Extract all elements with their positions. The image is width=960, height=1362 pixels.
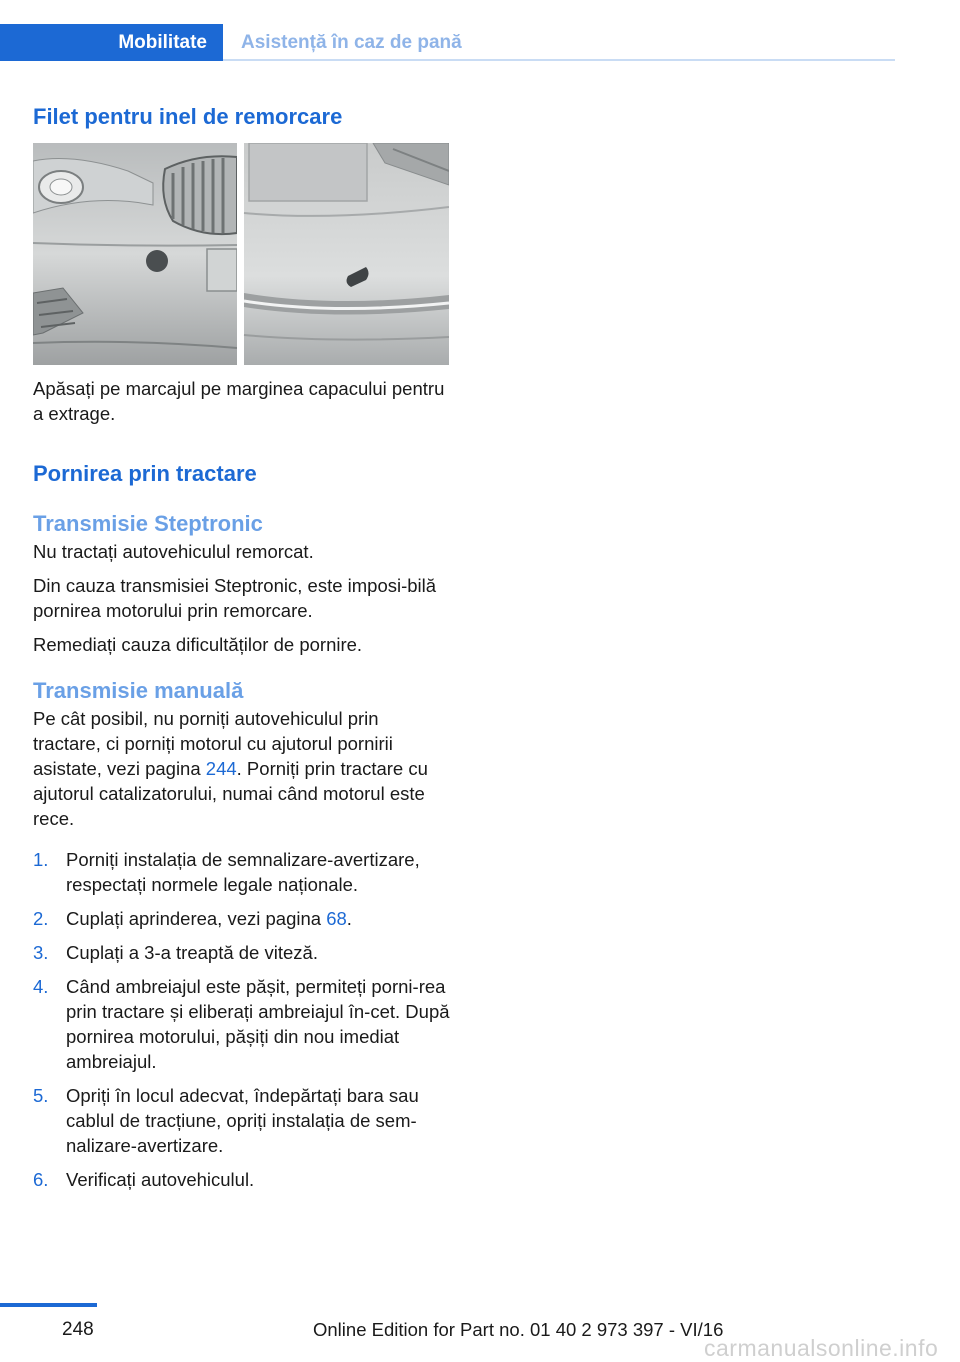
tab-mobilitate[interactable] [0,24,223,61]
list-item [33,906,451,931]
edition-label: Online Edition for Part no. 01 40 2 973 397 - VI/16 [313,1319,724,1340]
page-link-244[interactable]: 244 [205,758,237,779]
paragraph-steptronic-2: Din cauza transmisiei Steptronic, este imposi-bilă pornirea motorului prin remorcare. [33,575,437,621]
step-number: 2. [33,908,49,929]
step-text: Verificați autovehiculul. [66,1169,255,1190]
paragraph-manuala-text-b: . Porniți prin tractare cu ajutorul catalizatorului, numai când motorul este rece. [33,758,428,829]
section-title-pornirea: Pornirea prin tractare [33,461,257,486]
paragraph-steptronic-1: Nu tractați autovehiculul remorcat. [33,541,314,562]
header-rule [223,59,895,61]
tab-asistenta[interactable]: Asistență în caz de pană [241,32,462,53]
step-text: Cuplați a 3-a treaptă de viteză. [66,942,318,963]
list-item [33,1167,451,1192]
list-item [33,940,451,965]
list-item [33,974,451,1074]
step-number: 1. [33,849,49,870]
step-text: Cuplați aprinderea, vezi pagina [66,908,327,929]
list-item [33,1083,451,1158]
step-text: Opriți în locul adecvat, îndepărtați bara sau cablul de tracțiune, opriți instalația de sem-nalizare-avertizare. [66,1085,419,1156]
list-item [33,847,451,897]
page-number: 248 [62,1319,94,1340]
step-text: Porniți instalația de semnalizare-avertizare, respectați normele legale naționale. [66,849,420,895]
page-link-68[interactable]: 68 [326,908,347,929]
paragraph-manuala-text-a: Pe cât posibil, nu porniți autovehiculul prin tractare, ci porniți motorul cu ajutorul pornirii asistate, vezi pagina [33,708,393,779]
step-number: 3. [33,942,49,963]
paragraph-manuala [33,706,451,831]
header-tabbar [0,24,895,61]
page-content [33,102,451,1192]
step-number: 5. [33,1085,49,1106]
step-number: 6. [33,1169,49,1190]
tab-mobilitate-label: Mobilitate [118,32,207,53]
towing-eye-figure [33,143,449,365]
paragraph-extract: Apăsați pe marcajul pe marginea capacului pentru a extrage. [33,378,445,424]
section-title-filet: Filet pentru inel de remorcare [33,104,343,129]
step-text-end: . [346,908,352,929]
footer-accent-line [0,1303,97,1307]
watermark: carmanualsonline.info [704,1335,939,1361]
step-text: Când ambreiajul este pășit, permiteți porni-rea prin tractare și eliberați ambreiajul în-cet. După pornirea motorului, pășiți din nou imediat ambreiajul. [66,976,450,1072]
subsection-title-manuala: Transmisie manuală [33,678,244,703]
paragraph-steptronic-3: Remediați cauza dificultăților de pornire. [33,634,363,655]
steps-list [33,847,451,1192]
step-number: 4. [33,976,49,997]
subsection-title-steptronic: Transmisie Steptronic [33,511,263,536]
towing-eye-illustration [33,143,449,365]
